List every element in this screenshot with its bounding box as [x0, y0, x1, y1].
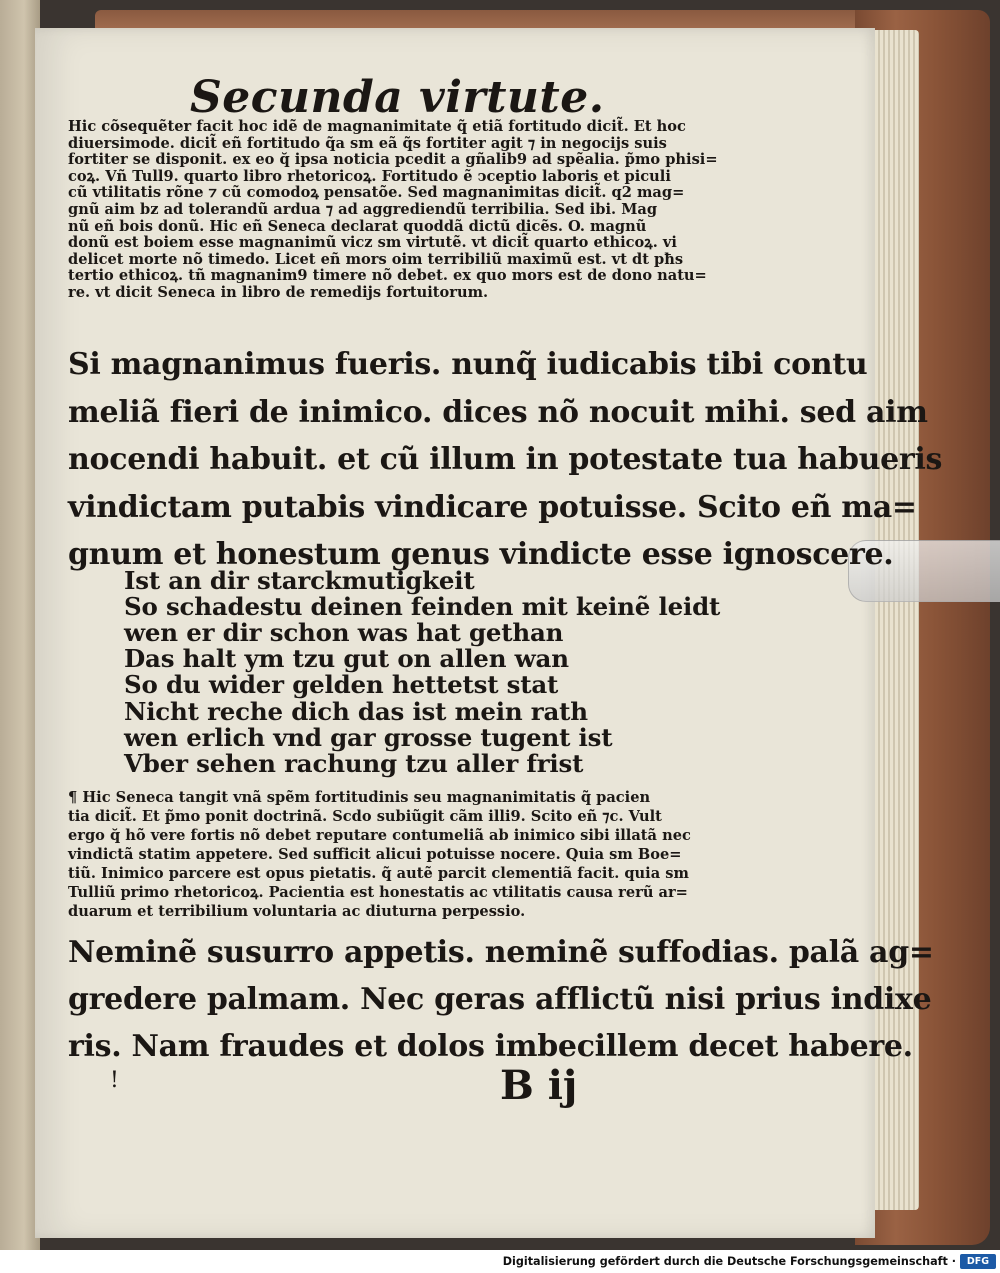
funding-credit: Digitalisierung gefördert durch die Deutsche Forschungsgemeinschaft · — [502, 1255, 956, 1268]
main-text-line: Si magnanimus fueris. nunq̃ iudicabis tibi contu — [68, 347, 868, 382]
verse-line: Nicht reche dich das ist mein rath — [124, 696, 588, 726]
main-text-line: Neminẽ susurro appetis. neminẽ suffodias. palã ag= — [68, 935, 934, 970]
verse-line: wen erlich vnd gar grosse tugent ist — [124, 722, 613, 752]
commentary-line: tiũ. Inimico parcere est opus pietatis. q̃ autẽ parcit clementiã facit. quia sm — [68, 865, 689, 882]
main-text-line: meliã fieri de inimico. dices nõ nocuit mihi. sed aim — [68, 394, 928, 430]
verse-line: wen er dir schon was hat gethan — [124, 618, 564, 648]
main-text-line: gredere palmam. Nec geras afflictũ nisi prius indixe — [68, 982, 932, 1017]
commentary-line: duarum et terribilium voluntaria ac diuturna perpessio. — [68, 903, 526, 920]
verse-line: Ist an dir starckmutigkeit — [124, 566, 475, 595]
commentary-line: ¶ Hic Seneca tangit vnã spẽm fortitudinis seu magnanimitatis q̃ pacien — [68, 789, 651, 806]
commentary-line: vindictã statim appetere. Sed sufficit alicui potuisse nocere. Quia sm Boe= — [68, 846, 682, 863]
commentary-line: delicet morte nõ timedo. Licet eñ mors oim terribiliũ maximũ est. vt dt pħs — [68, 250, 684, 268]
main-text-line: nocendi habuit. et cũ illum in potestate tua habueris — [68, 442, 943, 477]
signature-mark: B ij — [500, 1062, 578, 1109]
commentary-line: gnũ aim bz ad tolerandũ ardua ⁊ ad aggrediendũ terribilia. Sed ibi. Mag — [68, 201, 658, 218]
commentary-line: coꝝ. Vñ Tull9. quarto libro rhetoricoꝝ. Fortitudo ẽ ↄceptio laboris et piculi — [68, 167, 671, 185]
verse-line: Das halt ym tzu gut on allen wan — [124, 644, 569, 674]
main-text-line: ris. Nam fraudes et dolos imbecillem decet habere. — [68, 1029, 913, 1064]
verse-line: So schadestu deinen feinden mit keinẽ leidt — [124, 592, 721, 622]
commentary-line: Hic cõsequẽter facit hoc idẽ de magnanimitate q̃ etiã fortitudo dicit̃. Et hoc — [68, 118, 686, 135]
page-title: Secunda virtute. — [190, 72, 605, 123]
commentary-line: Tulliũ primo rhetoricoꝝ. Pacientia est honestatis ac vtilitatis causa rerũ ar= — [68, 884, 688, 901]
main-text-line: vindictam putabis vindicare potuisse. Scito eñ ma= — [68, 489, 917, 525]
margin-mark: ! — [110, 1068, 119, 1093]
commentary-line: tia dicit̃. Et p̃mo ponit doctrinã. Scdo subiũgit cãm illi9. Scito eñ ⁊c. Vult — [68, 808, 662, 825]
commentary-line: cũ vtilitatis rõne ⁊ cũ comodoꝝ pensatõe. Sed magnanimitas dicit̃. q2 mag= — [68, 184, 685, 202]
commentary-line: nũ eñ bois donũ. Hic eñ Seneca declarat quoddã dictũ dicẽs. O. magnũ — [68, 217, 647, 235]
commentary-line: fortiter se disponit. ex eo q̆ ipsa noticia pcedit a gñalib9 ad spẽalia. p̃mo phisi= — [68, 151, 718, 169]
commentary-line: tertio ethicoꝝ. tñ magnanim9 timere nõ debet. ex quo mors est de dono natu= — [68, 267, 707, 285]
commentary-line: donũ est boiem esse magnanimũ vicz sm virtutẽ. vt dicit̃ quarto ethicoꝝ. vi — [68, 234, 677, 252]
dfg-logo: DFG — [960, 1254, 996, 1269]
left-page-edge — [0, 0, 40, 1250]
commentary-line: ergo q̆ hõ vere fortis nõ debet reputare contumeliã ab inimico sibi illatã nec — [68, 827, 691, 844]
digitization-footer — [0, 1252, 1000, 1273]
verse-line: Vber sehen rachung tzu aller frist — [124, 748, 584, 778]
verse-line: So du wider gelden hettetst stat — [124, 670, 559, 700]
commentary-line: re. vt dicit Seneca in libro de remedijs fortuitorum. — [68, 284, 489, 301]
commentary-line: diuersimode. dicit̃ eñ fortitudo q̃a sm eã q̃s fortiter agit ⁊ in negocijs suis — [68, 134, 667, 152]
main-text-line: gnum et honestum genus vindicte esse ignoscere. — [68, 537, 894, 572]
